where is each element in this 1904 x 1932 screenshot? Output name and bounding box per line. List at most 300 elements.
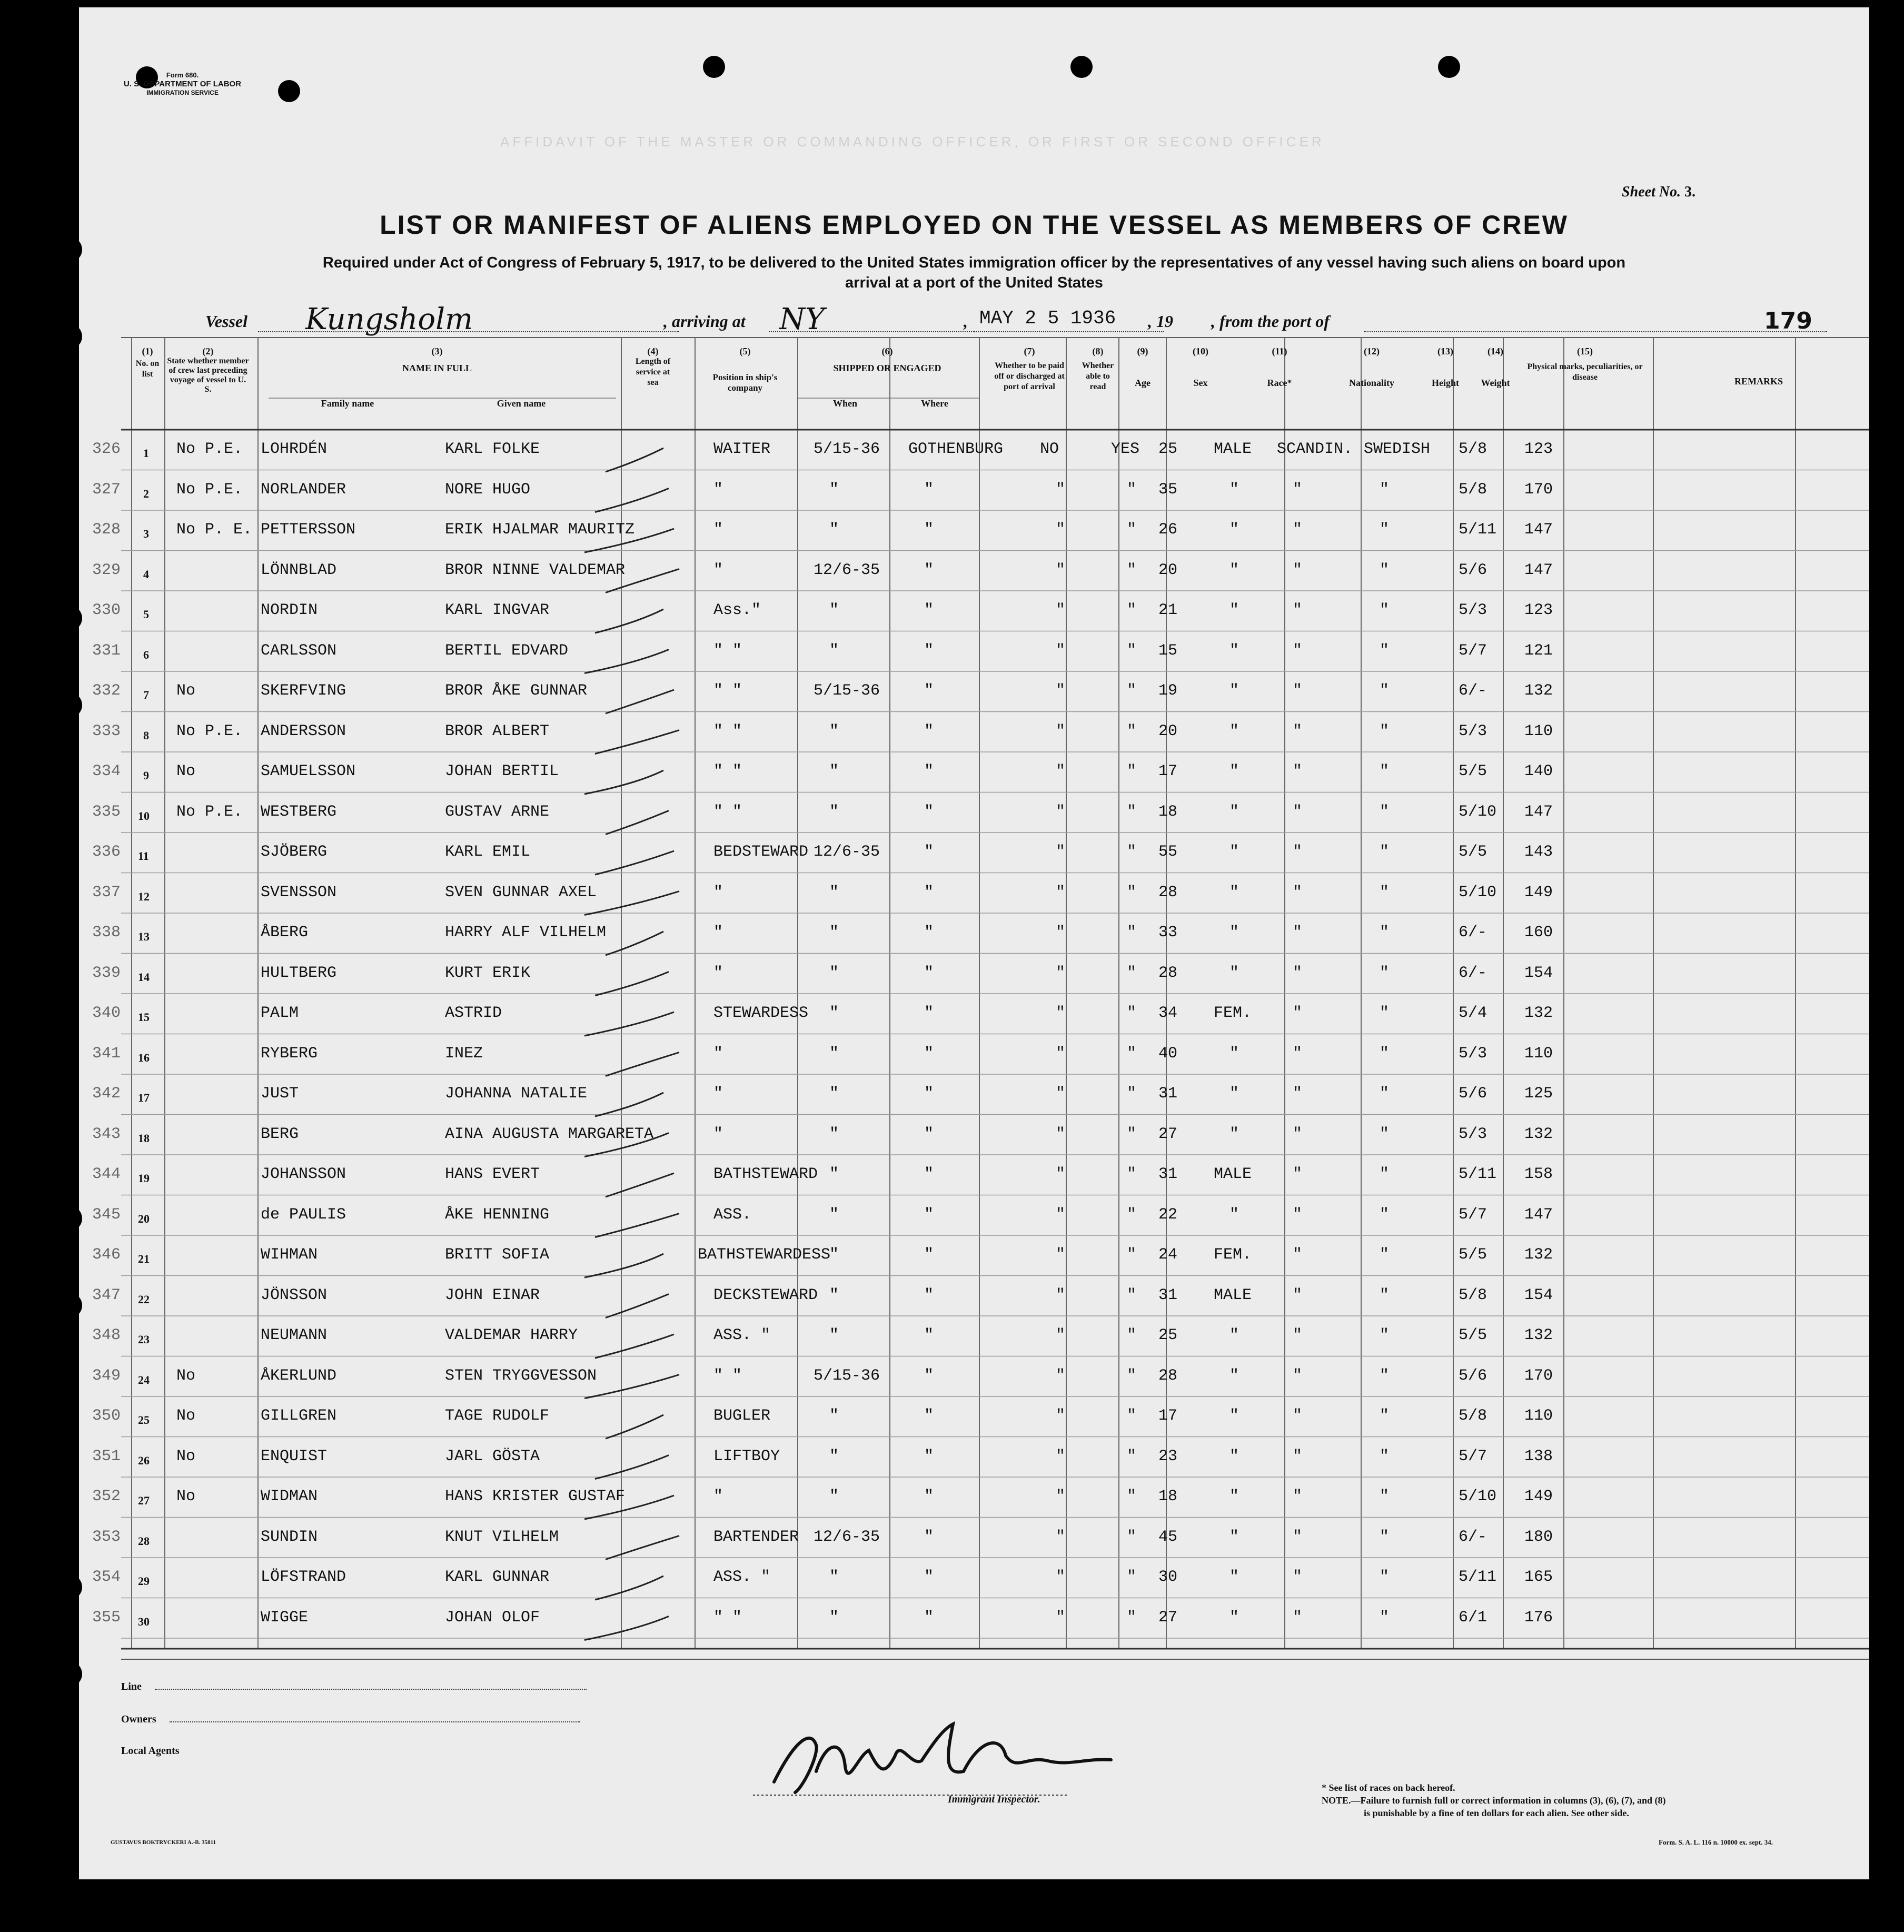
paid-off: NO (1040, 440, 1059, 458)
row-number: 21 (138, 1252, 150, 1265)
subtitle-line-1: Required under Act of Congress of February 5, 1917, to be delivered to the United States immigration officer by the representatives of any vessel having such aliens on board upon (322, 254, 1626, 271)
age: 30 (1158, 1568, 1178, 1586)
given-name: SVEN GUNNAR AXEL (445, 883, 597, 901)
weight: 147 (1524, 561, 1553, 579)
age: 28 (1158, 883, 1178, 901)
race: " (1293, 1165, 1303, 1183)
running-line-number: 351 (92, 1447, 121, 1465)
shipped-where: " (924, 762, 934, 780)
shipped-where: " (924, 722, 934, 740)
previous-voyage: No (176, 1447, 196, 1465)
check-stroke (595, 609, 663, 633)
given-name: TAGE RUDOLF (445, 1407, 550, 1425)
position: BATHSTEWARDESS (698, 1246, 831, 1264)
weight: 123 (1524, 440, 1553, 458)
able-to-read: " (1127, 641, 1137, 660)
height: 5/10 (1459, 883, 1497, 901)
position: Ass." (713, 601, 761, 619)
previous-voyage: No (176, 1488, 196, 1505)
binder-hole (57, 692, 82, 718)
row-number: 30 (138, 1614, 150, 1628)
height: 5/6 (1459, 1366, 1488, 1385)
shipped-when: " (829, 1165, 839, 1183)
weight: 132 (1524, 1004, 1553, 1022)
date-stamp: MAY 2 5 1936 (979, 308, 1116, 329)
age: 18 (1158, 1488, 1178, 1505)
sex: " (1229, 1044, 1239, 1063)
shipped-where: " (924, 682, 934, 700)
sheet-number (1622, 184, 1695, 201)
family-name: ENQUIST (261, 1447, 328, 1465)
weight: 132 (1524, 1125, 1553, 1143)
age: 28 (1158, 964, 1178, 982)
position: ASS. (713, 1205, 752, 1224)
able-to-read: " (1127, 1004, 1137, 1022)
footnote-fine: is punishable by a fine of ten dollars for each alien. See other side. (1364, 1808, 1629, 1818)
form-number: Form 680. (166, 71, 199, 79)
able-to-read: " (1127, 843, 1137, 861)
running-line-number: 334 (92, 762, 121, 780)
able-to-read: " (1127, 1246, 1137, 1264)
race: " (1293, 1488, 1303, 1505)
row-number: 25 (138, 1413, 150, 1426)
position: " " (713, 1608, 742, 1627)
nationality: " (1380, 1286, 1390, 1304)
sex: MALE (1214, 1165, 1252, 1183)
running-line-number: 343 (92, 1125, 121, 1143)
able-to-read: " (1127, 1326, 1137, 1344)
able-to-read: " (1127, 601, 1137, 619)
able-to-read: " (1127, 1528, 1137, 1546)
weight: 121 (1524, 641, 1553, 660)
arriving-port: NY (779, 302, 825, 336)
previous-voyage: No (176, 682, 196, 700)
row-number: 4 (143, 567, 149, 581)
manifest-table-grid (79, 337, 1869, 1738)
paid-off: " (1056, 1488, 1066, 1505)
able-to-read: " (1127, 1125, 1137, 1143)
shipped-when: " (829, 1125, 839, 1143)
race: " (1293, 802, 1303, 821)
family-name: ÅKERLUND (261, 1366, 337, 1385)
race: " (1293, 1608, 1303, 1627)
paid-off: " (1056, 682, 1066, 700)
sex: " (1229, 601, 1239, 619)
shipped-when: " (829, 762, 839, 780)
paid-off: " (1056, 1407, 1066, 1425)
row-number: 16 (138, 1051, 150, 1064)
shipped-when: " (829, 964, 839, 982)
weight: 149 (1524, 883, 1553, 901)
paid-off: " (1056, 843, 1066, 861)
able-to-read: " (1127, 722, 1137, 740)
race: " (1293, 1205, 1303, 1224)
shipped-when: " (829, 883, 839, 901)
binder-hole (57, 237, 82, 262)
check-stroke (595, 851, 674, 875)
paid-off: " (1056, 762, 1066, 780)
race: " (1293, 762, 1303, 780)
able-to-read: " (1127, 802, 1137, 821)
sex: MALE (1214, 440, 1252, 458)
nationality: " (1380, 1366, 1390, 1385)
running-line-number: 352 (92, 1488, 121, 1505)
row-number: 19 (138, 1172, 150, 1185)
height: 5/3 (1459, 1044, 1488, 1063)
shipped-where: " (924, 1004, 934, 1022)
running-line-number: 344 (92, 1165, 121, 1183)
inspector-signature (753, 1708, 1122, 1808)
check-stroke (606, 690, 674, 714)
able-to-read: " (1127, 1608, 1137, 1627)
family-name: WIDMAN (261, 1488, 318, 1505)
weight: 110 (1524, 1407, 1553, 1425)
col-11-header: (11) Race* (1267, 346, 1292, 388)
family-name: NORLANDER (261, 480, 346, 499)
able-to-read: " (1127, 1205, 1137, 1224)
nationality: " (1380, 1044, 1390, 1063)
height: 6/- (1459, 964, 1488, 982)
able-to-read: " (1127, 561, 1137, 579)
running-line-number: 337 (92, 883, 121, 901)
running-line-number: 348 (92, 1326, 121, 1344)
shipped-when: " (829, 1447, 839, 1465)
previous-voyage: No P.E. (176, 480, 243, 499)
family-name: SKERFVING (261, 682, 346, 700)
able-to-read: " (1127, 1085, 1137, 1103)
position: " (713, 964, 723, 982)
race: " (1293, 601, 1303, 619)
position: DECKSTEWARD (713, 1286, 818, 1304)
position: " (713, 561, 723, 579)
weight: 110 (1524, 1044, 1553, 1063)
able-to-read: " (1127, 1447, 1137, 1465)
shipped-when: " (829, 1407, 839, 1425)
previous-voyage: No P. E. (176, 521, 253, 539)
punch-hole (703, 56, 725, 78)
binder-hole (57, 324, 82, 349)
family-name: RYBERG (261, 1044, 318, 1063)
race: " (1293, 843, 1303, 861)
shipped-when: 5/15-36 (814, 682, 880, 700)
able-to-read: " (1127, 1044, 1137, 1063)
height: 5/11 (1459, 1165, 1497, 1183)
shipped-where: " (924, 561, 934, 579)
height: 5/8 (1459, 1286, 1488, 1304)
check-stroke (595, 1093, 663, 1116)
nationality: " (1380, 601, 1390, 619)
family-name: GILLGREN (261, 1407, 337, 1425)
given-name: NORE HUGO (445, 480, 531, 499)
paid-off: " (1056, 883, 1066, 901)
family-name: NEUMANN (261, 1326, 328, 1344)
manifest-sheet (79, 7, 1869, 1879)
shipped-when: " (829, 1608, 839, 1627)
nationality: " (1380, 561, 1390, 579)
row-number: 29 (138, 1574, 150, 1588)
shipped-where: " (924, 1407, 934, 1425)
able-to-read: " (1127, 480, 1137, 499)
race: " (1293, 883, 1303, 901)
col-6-header: (6) SHIPPED OR ENGAGED (833, 346, 941, 373)
where-header: Where (921, 398, 948, 409)
line-field (121, 1681, 587, 1693)
vessel-line: Vessel Kungsholm , arriving at NY , MAY 2 5 1936 , 19 , from the port of 179 (100, 302, 1864, 334)
age: 18 (1158, 802, 1178, 821)
shipped-when: 5/15-36 (814, 440, 880, 458)
col-13-header: (13) Height (1432, 346, 1459, 388)
paid-off: " (1056, 802, 1066, 821)
running-line-number: 346 (92, 1246, 121, 1264)
col-2-header: (2) State whether member of crew last preceding voyage of vessel to U. S. (167, 346, 249, 394)
running-line-number: 342 (92, 1085, 121, 1103)
check-stroke (584, 1254, 663, 1277)
sex: " (1229, 802, 1239, 821)
footnote-races: * See list of races on back hereof. (1322, 1782, 1455, 1793)
given-name: KARL EMIL (445, 843, 531, 861)
height: 5/4 (1459, 1004, 1488, 1022)
col-8-header: (8) Whether able to read (1082, 346, 1114, 391)
check-stroke (584, 1617, 669, 1640)
nationality: " (1380, 682, 1390, 700)
line-fill (155, 1689, 587, 1690)
sex: " (1229, 1205, 1239, 1224)
weight: 147 (1524, 1205, 1553, 1224)
age: 34 (1158, 1004, 1178, 1022)
race: " (1293, 1407, 1303, 1425)
given-name: HARRY ALF VILHELM (445, 924, 607, 942)
family-name: LOHRDÉN (261, 440, 328, 458)
nationality: " (1380, 802, 1390, 821)
family-name: ANDERSSON (261, 722, 346, 740)
able-to-read: " (1127, 1488, 1137, 1505)
shipped-when: " (829, 601, 839, 619)
age: 45 (1158, 1528, 1178, 1546)
weight: 110 (1524, 722, 1553, 740)
running-line-number: 331 (92, 641, 121, 660)
owners-field (121, 1713, 580, 1726)
check-stroke (606, 1294, 669, 1318)
paid-off: " (1056, 1286, 1066, 1304)
family-name: WESTBERG (261, 802, 337, 821)
race: " (1293, 1366, 1303, 1385)
remarks-header: REMARKS (1734, 376, 1783, 387)
running-line-number: 355 (92, 1608, 121, 1627)
row-number: 8 (143, 728, 149, 742)
race: " (1293, 1286, 1303, 1304)
race: " (1293, 480, 1303, 499)
position: " (713, 1085, 723, 1103)
shipped-where: " (924, 480, 934, 499)
weight: 147 (1524, 802, 1553, 821)
height: 5/6 (1459, 561, 1488, 579)
height: 5/7 (1459, 1205, 1488, 1224)
owners-label: Owners (121, 1713, 156, 1725)
given-name: ASTRID (445, 1004, 502, 1022)
sex: " (1229, 1326, 1239, 1344)
race: SCANDIN. (1277, 440, 1353, 458)
race: " (1293, 682, 1303, 700)
able-to-read: " (1127, 1366, 1137, 1385)
able-to-read: " (1127, 1286, 1137, 1304)
position: BARTENDER (713, 1528, 799, 1546)
race: " (1293, 641, 1303, 660)
height: 6/1 (1459, 1608, 1488, 1627)
row-number: 26 (138, 1453, 150, 1467)
paid-off: " (1056, 480, 1066, 499)
footnote-note: NOTE.—Failure to furnish full or correct information in columns (3), (6), (7), and (8) (1322, 1795, 1666, 1806)
paid-off: " (1056, 1447, 1066, 1465)
race: " (1293, 1326, 1303, 1344)
inspector-label: Immigrant Inspector. (948, 1794, 1040, 1805)
height: 5/8 (1459, 1407, 1488, 1425)
running-line-number: 335 (92, 802, 121, 821)
binder-hole (57, 1206, 82, 1231)
age: 35 (1158, 480, 1178, 499)
paid-off: " (1056, 924, 1066, 942)
given-name: ÅKE HENNING (445, 1205, 550, 1224)
weight: 154 (1524, 1286, 1553, 1304)
punch-hole (1070, 56, 1093, 78)
check-stroke (584, 1012, 674, 1036)
department-name: U. S. DEPARTMENT OF LABOR (124, 80, 242, 88)
age: 26 (1158, 521, 1178, 539)
running-line-number: 340 (92, 1004, 121, 1022)
page-title: LIST OR MANIFEST OF ALIENS EMPLOYED ON THE VESSEL AS MEMBERS OF CREW (380, 210, 1569, 240)
weight: 138 (1524, 1447, 1553, 1465)
nationality: " (1380, 1165, 1390, 1183)
sex: " (1229, 1488, 1239, 1505)
sex: " (1229, 1568, 1239, 1586)
weight: 160 (1524, 924, 1553, 942)
given-name: HANS KRISTER GUSTAF (445, 1488, 626, 1505)
row-number: 1 (143, 447, 149, 460)
age: 19 (1158, 682, 1178, 700)
shipped-when: 12/6-35 (814, 561, 880, 579)
row-number: 10 (138, 809, 150, 823)
height: 5/5 (1459, 1246, 1488, 1264)
from-port-fill-line (1364, 331, 1827, 332)
date-fill-line (974, 331, 1164, 332)
position: WAITER (713, 440, 771, 458)
check-stroke (606, 1173, 674, 1197)
paid-off: " (1056, 1125, 1066, 1143)
paid-off: " (1056, 1608, 1066, 1627)
weight: 123 (1524, 601, 1553, 619)
paid-off: " (1056, 1366, 1066, 1385)
sex: " (1229, 480, 1239, 499)
col-12-header: (12) Nationality (1348, 346, 1394, 388)
given-name: KURT ERIK (445, 964, 531, 982)
position: BUGLER (713, 1407, 771, 1425)
race: " (1293, 1246, 1303, 1264)
age: 22 (1158, 1205, 1178, 1224)
family-name: JOHANSSON (261, 1165, 346, 1183)
given-name: STEN TRYGGVESSON (445, 1366, 597, 1385)
check-stroke (584, 891, 679, 915)
race: " (1293, 1568, 1303, 1586)
check-stroke (584, 770, 663, 794)
age: 40 (1158, 1044, 1178, 1063)
sex: " (1229, 1366, 1239, 1385)
given-name: JARL GÖSTA (445, 1447, 540, 1465)
shipped-where: " (924, 883, 934, 901)
shipped-when: " (829, 480, 839, 499)
race: " (1293, 561, 1303, 579)
weight: 180 (1524, 1528, 1553, 1546)
able-to-read: " (1127, 924, 1137, 942)
given-name: BROR NINNE VALDEMAR (445, 561, 626, 579)
row-number: 7 (143, 688, 149, 701)
age: 25 (1158, 1326, 1178, 1344)
given-name: VALDEMAR HARRY (445, 1326, 578, 1344)
position: " (713, 924, 723, 942)
sex: " (1229, 843, 1239, 861)
row-number: 12 (138, 889, 150, 903)
when-header: When (832, 398, 857, 409)
paid-off: " (1056, 1205, 1066, 1224)
shipped-where: " (924, 843, 934, 861)
age: 28 (1158, 1366, 1178, 1385)
nationality: " (1380, 1447, 1390, 1465)
height: 5/7 (1459, 1447, 1488, 1465)
row-number: 23 (138, 1333, 150, 1346)
position: STEWARDESS (713, 1004, 809, 1022)
sex: " (1229, 561, 1239, 579)
position: " " (713, 722, 742, 740)
height: 5/5 (1459, 1326, 1488, 1344)
paid-off: " (1056, 601, 1066, 619)
row-number: 27 (138, 1494, 150, 1507)
sex: " (1229, 1407, 1239, 1425)
paid-off: " (1056, 1044, 1066, 1063)
row-number: 6 (143, 648, 149, 661)
race: " (1293, 964, 1303, 982)
sex: " (1229, 722, 1239, 740)
row-number: 5 (143, 608, 149, 621)
position: " " (713, 1366, 742, 1385)
sex: " (1229, 521, 1239, 539)
previous-voyage: No (176, 1366, 196, 1385)
nationality: " (1380, 1246, 1390, 1264)
given-name: KNUT VILHELM (445, 1528, 559, 1546)
row-number: 13 (138, 930, 150, 943)
from-label: , from the port of (1211, 312, 1330, 331)
nationality: SWEDISH (1364, 440, 1431, 458)
shipped-where: " (924, 1568, 934, 1586)
given-name: BRITT SOFIA (445, 1246, 550, 1264)
able-to-read: " (1127, 1407, 1137, 1425)
height: 5/3 (1459, 601, 1488, 619)
paid-off: " (1056, 722, 1066, 740)
col-1-header: (1) No. on list (135, 346, 160, 379)
sex: FEM. (1214, 1246, 1252, 1264)
row-number: 20 (138, 1212, 150, 1225)
row-number: 14 (138, 970, 150, 984)
paid-off: " (1056, 1085, 1066, 1103)
binder-hole (57, 1293, 82, 1318)
age: 31 (1158, 1085, 1178, 1103)
check-stroke (595, 1576, 663, 1600)
shipped-where: " (924, 1366, 934, 1385)
running-line-number: 332 (92, 682, 121, 700)
weight: 170 (1524, 480, 1553, 499)
shipped-where: " (924, 1608, 934, 1627)
running-line-number: 350 (92, 1407, 121, 1425)
race: " (1293, 1004, 1303, 1022)
sex: " (1229, 924, 1239, 942)
nationality: " (1380, 641, 1390, 660)
